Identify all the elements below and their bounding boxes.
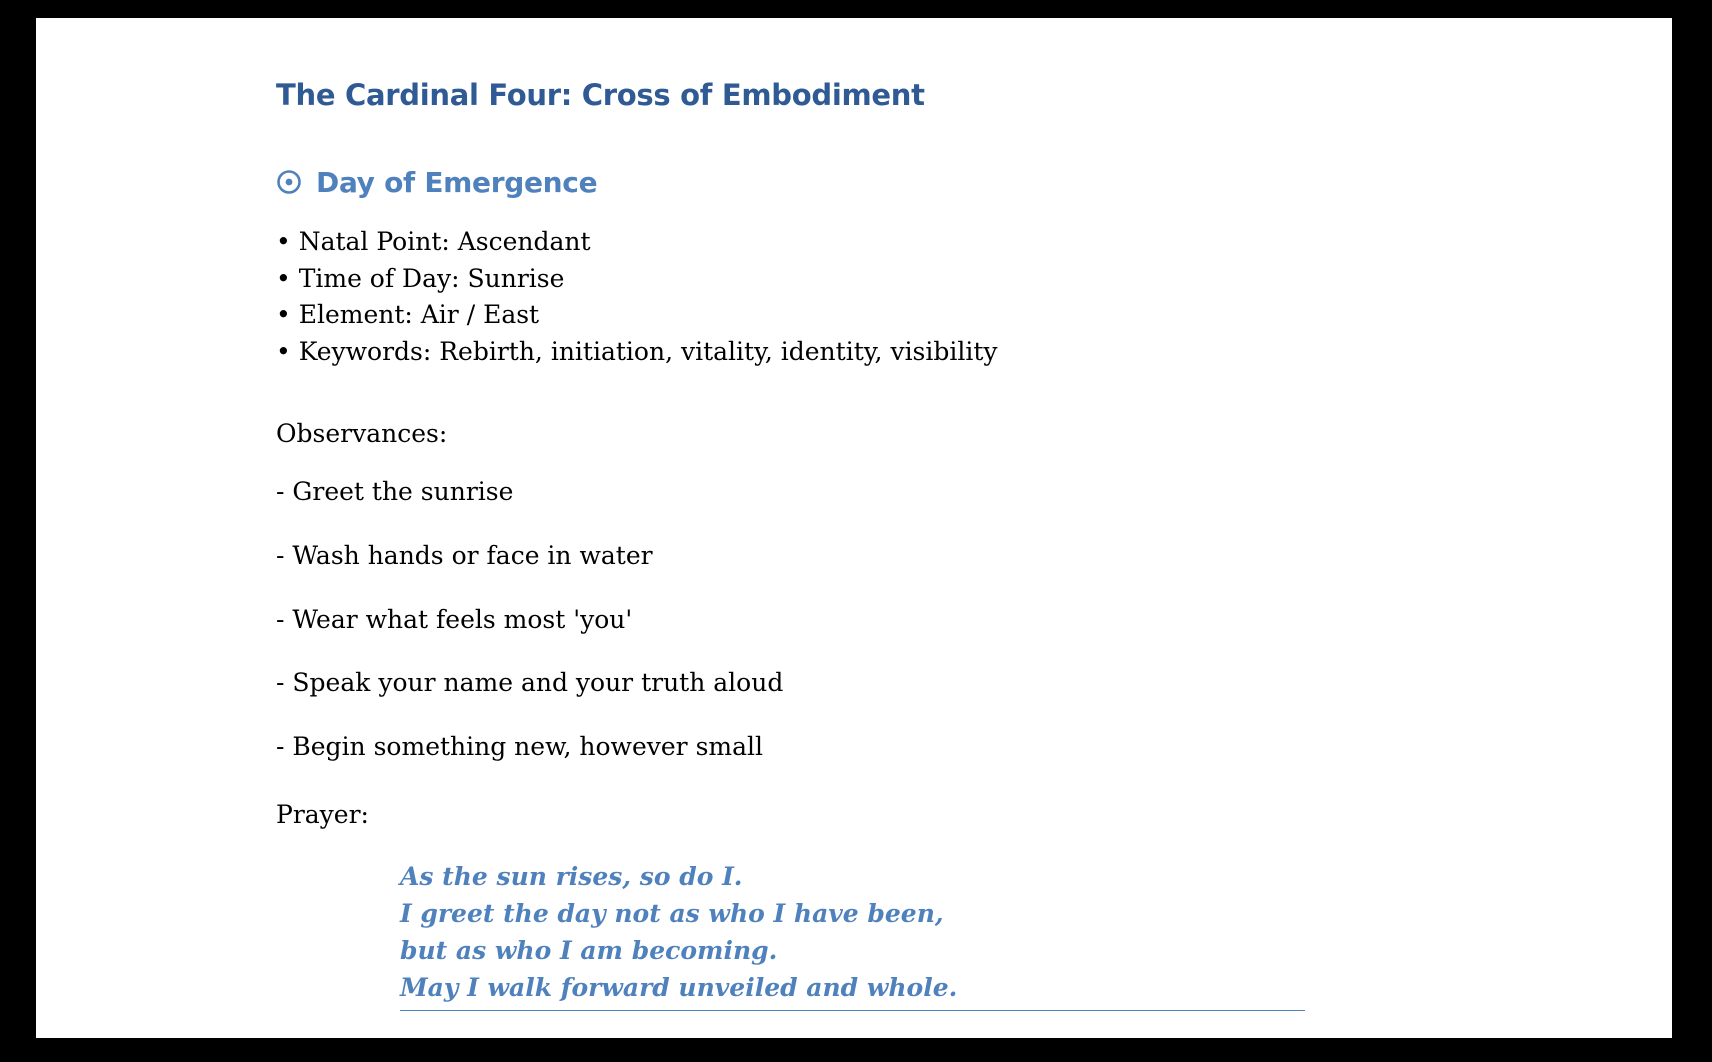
- detail-keywords: • Keywords: Rebirth, initiation, vitality, identity, visibility: [276, 336, 998, 366]
- prayer-line: May I walk forward unveiled and whole.: [400, 973, 958, 1002]
- prayer-label: Prayer:: [276, 800, 369, 829]
- sun-circle-icon: [276, 169, 302, 195]
- observance-item: - Wear what feels most 'you': [276, 604, 633, 634]
- document-page: [36, 18, 1672, 1038]
- prayer-line: but as who I am becoming.: [400, 936, 778, 965]
- section-heading: [276, 166, 597, 199]
- detail-natal-point: • Natal Point: Ascendant: [276, 227, 591, 256]
- observances-list: [276, 474, 783, 793]
- prayer-line: I greet the day not as who I have been,: [400, 899, 944, 928]
- document-title: The Cardinal Four: Cross of Embodiment: [276, 78, 925, 112]
- details-list: [276, 224, 998, 370]
- section-heading-text: Day of Emergence: [316, 166, 598, 199]
- detail-element: • Element: Air / East: [276, 300, 540, 329]
- prayer-text: [400, 858, 1305, 1011]
- observance-item: - Begin something new, however small: [276, 732, 763, 762]
- observance-item: - Greet the sunrise: [276, 477, 514, 506]
- observance-item: - Wash hands or face in water: [276, 540, 653, 570]
- prayer-line: As the sun rises, so do I.: [400, 862, 743, 891]
- observances-label: Observances:: [276, 419, 448, 448]
- detail-time-of-day: • Time of Day: Sunrise: [276, 263, 565, 293]
- observance-item: - Speak your name and your truth aloud: [276, 668, 784, 698]
